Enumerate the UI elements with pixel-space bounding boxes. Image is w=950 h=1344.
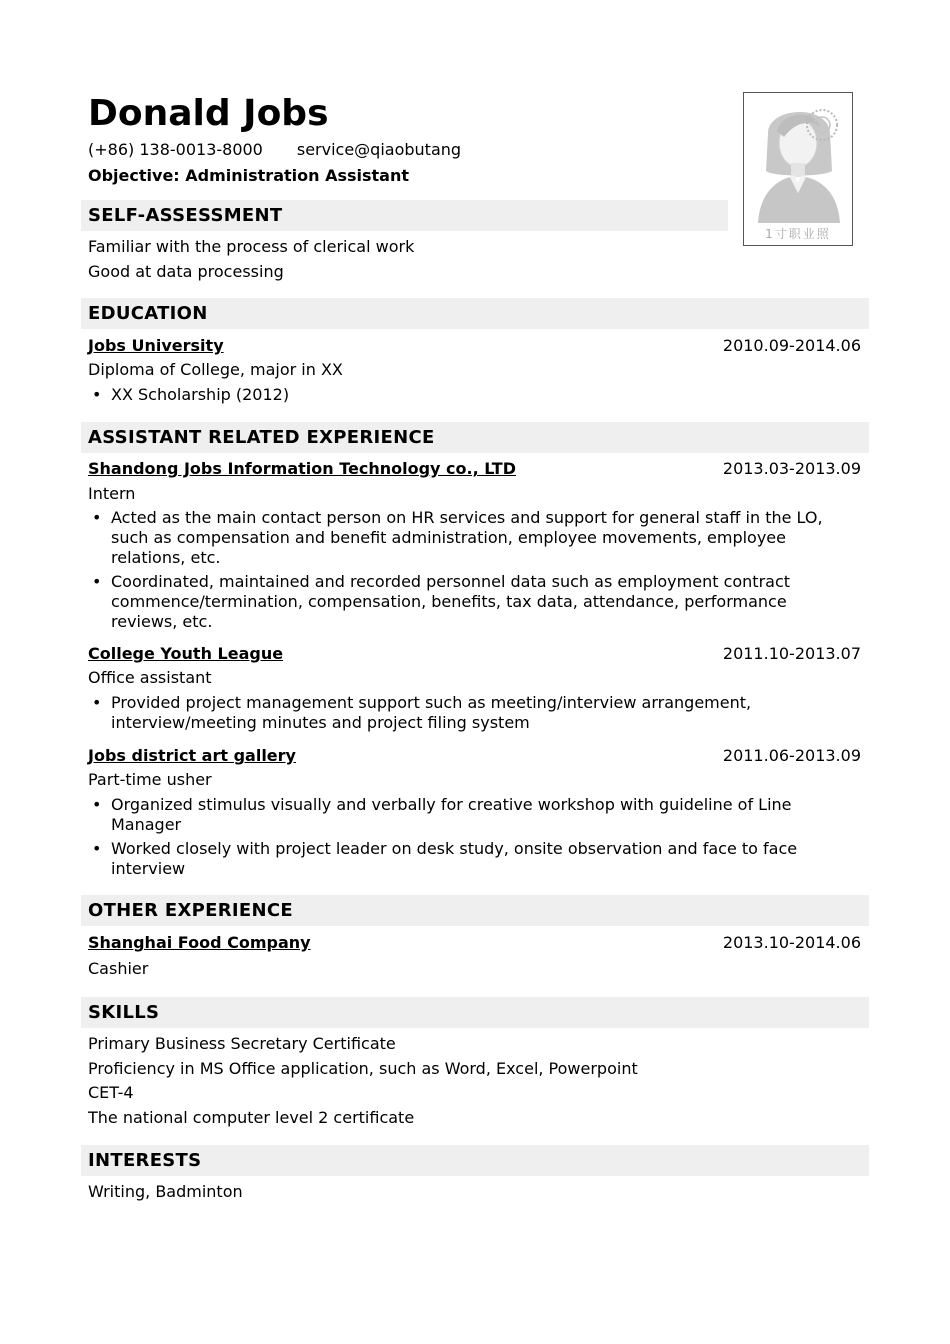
job-bullets xyxy=(88,693,858,737)
list-item: • Provided project management support such as meeting/interview arrangement, interview/meeting minutes and project filing system xyxy=(88,693,858,733)
list-item: • Acted as the main contact person on HR services and support for general staff in the LO, such as compensation and benefit administration, employee movements, employee relations, etc. xyxy=(88,508,858,568)
job-dates: 2013.03-2013.09 xyxy=(722,459,861,478)
skill-line: CET-4 xyxy=(88,1083,134,1102)
profile-photo xyxy=(743,92,853,246)
job-role: Intern xyxy=(88,484,136,503)
job-bullets xyxy=(88,795,858,883)
education-dates: 2010.09-2014.06 xyxy=(722,336,861,355)
employer-name: College Youth League xyxy=(88,644,284,663)
employer-name: Jobs district art gallery xyxy=(88,746,296,765)
education-bullets xyxy=(88,385,858,409)
section-self-assessment: SELF-ASSESSMENT xyxy=(81,200,728,231)
job-dates: 2011.06-2013.09 xyxy=(722,746,861,765)
section-assistant-experience: ASSISTANT RELATED EXPERIENCE xyxy=(81,422,869,453)
list-item: • Coordinated, maintained and recorded personnel data such as employment contract commence/termination, compensation, benefits, tax data, attendance, performance reviews, etc. xyxy=(88,572,858,632)
job-dates: 2011.10-2013.07 xyxy=(722,644,861,663)
employer-name: Shandong Jobs Information Technology co., LTD xyxy=(88,459,516,478)
self-assessment-line: Good at data processing xyxy=(88,262,284,281)
list-item: • Organized stimulus visually and verbally for creative workshop with guideline of Line Manager xyxy=(88,795,858,835)
job-dates: 2013.10-2014.06 xyxy=(722,933,861,952)
email-address: service@qiaobutang xyxy=(296,140,462,159)
degree: Diploma of College, major in XX xyxy=(88,360,343,379)
phone-number: (+86) 138-0013-8000 xyxy=(88,140,263,159)
school-name: Jobs University xyxy=(88,336,224,355)
section-skills: SKILLS xyxy=(81,997,869,1028)
skill-line: Proficiency in MS Office application, such as Word, Excel, Powerpoint xyxy=(88,1059,638,1078)
section-education: EDUCATION xyxy=(81,298,869,329)
objective: Objective: Administration Assistant xyxy=(88,166,409,185)
self-assessment-line: Familiar with the process of clerical work xyxy=(88,237,415,256)
contact-line xyxy=(88,140,461,160)
employer-name: Shanghai Food Company xyxy=(88,933,311,952)
skill-line: Primary Business Secretary Certificate xyxy=(88,1034,396,1053)
section-other-experience: OTHER EXPERIENCE xyxy=(81,895,869,926)
skill-line: The national computer level 2 certificate xyxy=(88,1108,415,1127)
list-item: • Worked closely with project leader on desk study, onsite observation and face to face interview xyxy=(88,839,858,879)
job-role: Office assistant xyxy=(88,668,212,687)
interests-text: Writing, Badminton xyxy=(88,1182,243,1201)
list-item: • XX Scholarship (2012) xyxy=(88,385,858,405)
candidate-name: Donald Jobs xyxy=(88,93,329,134)
job-role: Cashier xyxy=(88,959,149,978)
section-interests: INTERESTS xyxy=(81,1145,869,1176)
photo-caption: 1寸职业照 xyxy=(765,227,831,241)
job-bullets xyxy=(88,508,858,636)
person-silhouette-icon xyxy=(744,93,852,245)
job-role: Part-time usher xyxy=(88,770,212,789)
